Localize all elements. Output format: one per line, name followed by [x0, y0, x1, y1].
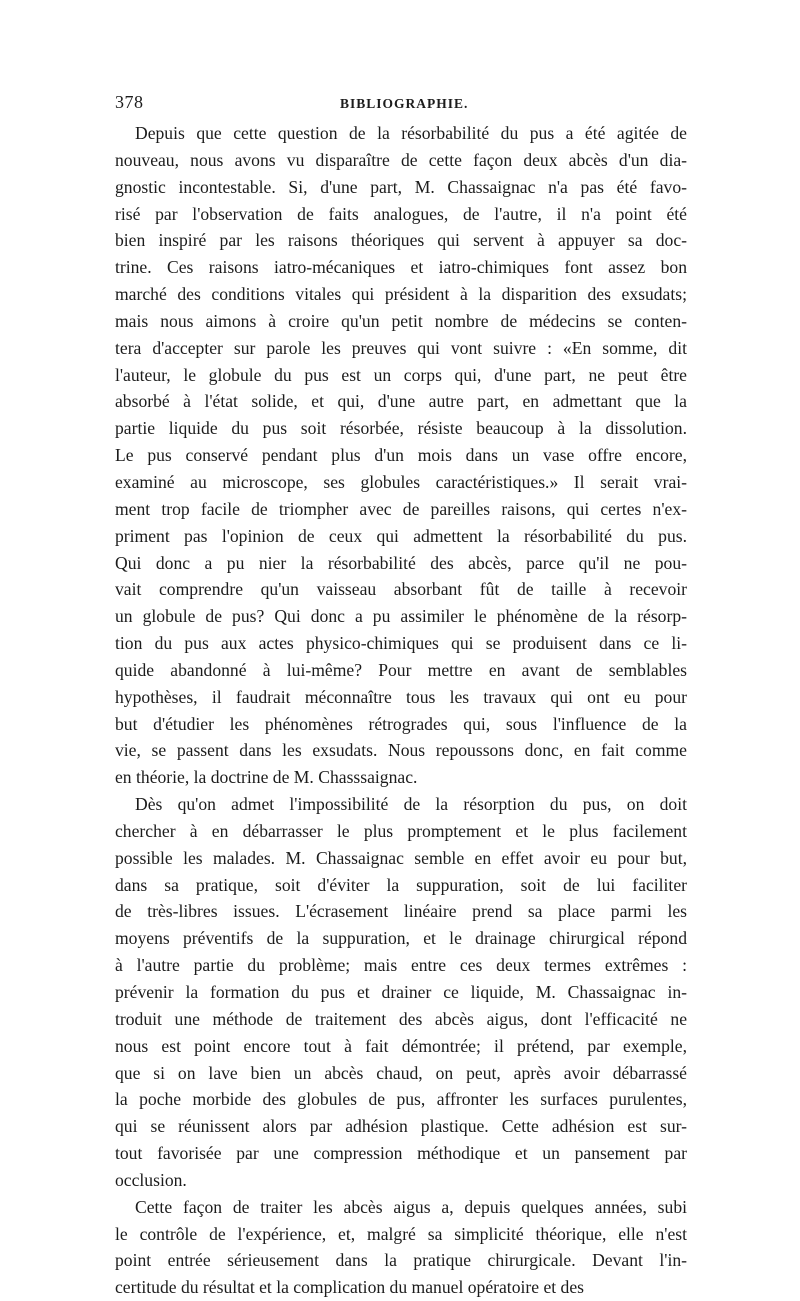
text-line: occlusion.	[115, 1169, 187, 1190]
text-line: l'auteur, le globule du pus est un corps qui, d'une part, ne peut être	[115, 364, 687, 385]
text-line: le contrôle de l'expérience, et, malgré sa simplicité théorique, elle n'est	[115, 1223, 687, 1244]
text-line: prévenir la formation du pus et drainer ce liquide, M. Chassaignac in-	[115, 982, 687, 1002]
text-line: de très-libres issues. L'écrasement linéaire prend sa place parmi les	[115, 901, 687, 922]
text-line: hypothèses, il faudrait méconnaître tous les travaux qui ont eu pour	[115, 686, 687, 707]
text-line: possible les malades. M. Chassaignac semble en effet avoir eu pour but,	[115, 847, 687, 868]
book-page	[115, 92, 687, 1301]
paragraph-resorbabilite	[115, 120, 687, 791]
text-line: la poche morbide des globules de pus, affronter les surfaces purulentes,	[115, 1089, 687, 1110]
text-line: marché des conditions vitales qui président à la disparition des exsudats;	[115, 284, 687, 305]
text-line: certitude du résultat et la complication du manuel opératoire et des	[115, 1277, 584, 1298]
text-line: Dès qu'on admet l'impossibilité de la résorption du pus, on doit	[135, 794, 687, 815]
text-line: quide abandonné à lui-même? Pour mettre en avant de semblables	[115, 659, 687, 680]
text-line: nous est point encore tout à fait démontrée; il prétend, par exemple,	[115, 1035, 687, 1056]
text-line: que si on lave bien un abcès chaud, on peut, après avoir débarrassé	[115, 1062, 687, 1083]
text-line: mais nous aimons à croire qu'un petit nombre de médecins se conten-	[115, 310, 687, 331]
text-line: point entrée sérieusement dans la pratique chirurgicale. Devant l'in-	[115, 1250, 687, 1271]
text-line: trine. Ces raisons iatro-mécaniques et iatro-chimiques font assez bon	[115, 257, 687, 278]
text-line: tout favorisée par une compression méthodique et un pansement par	[115, 1143, 687, 1164]
text-line: vie, se passent dans les exsudats. Nous repoussons donc, en fait comme	[115, 740, 687, 761]
running-title: BIBLIOGRAPHIE.	[340, 96, 469, 111]
text-line: Cette façon de traiter les abcès aigus a, depuis quelques années, subi	[135, 1196, 687, 1217]
text-line: risé par l'observation de faits analogues, de l'autre, il n'a point été	[115, 203, 687, 224]
text-line: bien inspiré par les raisons théoriques qui servent à appuyer sa doc-	[115, 230, 687, 251]
text-line: but d'étudier les phénomènes rétrogrades qui, sous l'influence de la	[115, 713, 687, 734]
text-line: nouveau, nous avons vu disparaître de cette façon deux abcès d'un dia-	[115, 149, 687, 170]
text-line: Qui donc a pu nier la résorbabilité des abcès, parce qu'il ne pou-	[115, 552, 687, 573]
text-line: partie liquide du pus soit résorbée, résiste beaucoup à la dissolution.	[115, 418, 687, 439]
page-number: 378	[115, 92, 144, 112]
text-line: qui se réunissent alors par adhésion plastique. Cette adhésion est sur-	[115, 1116, 687, 1137]
text-line: gnostic incontestable. Si, d'une part, M. Chassaignac n'a pas été favo-	[115, 176, 687, 197]
text-line: troduit une méthode de traitement des abcès aigus, dont l'efficacité ne	[115, 1008, 687, 1029]
text-line: tion du pus aux actes physico-chimiques qui se produisent dans ce li-	[115, 633, 687, 654]
text-line: ment trop facile de triompher avec de pareilles raisons, qui certes n'ex-	[115, 498, 687, 519]
text-line: dans sa pratique, soit d'éviter la suppuration, soit de lui faciliter	[115, 874, 687, 895]
text-line: priment pas l'opinion de ceux qui admettent la résorbabilité du pus.	[115, 525, 687, 546]
text-line: vait comprendre qu'un vaisseau absorbant fût de taille à recevoir	[115, 579, 687, 600]
text-line: chercher à en débarrasser le plus promptement et le plus facilement	[115, 820, 687, 841]
text-line: tera d'accepter sur parole les preuves qui vont suivre : «En somme, dit	[115, 337, 687, 358]
paragraph-traitement	[115, 1194, 687, 1301]
text-line: Depuis que cette question de la résorbabilité du pus a été agitée de	[135, 123, 687, 143]
text-line: à l'autre partie du problème; mais entre ces deux termes extrêmes :	[115, 955, 687, 976]
text-line: un globule de pus? Qui donc a pu assimiler le phénomène de la résorp-	[115, 606, 687, 627]
text-line: moyens préventifs de la suppuration, et le drainage chirurgical répond	[115, 928, 687, 949]
paragraph-impossibilite	[115, 791, 687, 1194]
body-text	[115, 120, 687, 1301]
page-header	[115, 92, 687, 120]
text-line: Le pus conservé pendant plus d'un mois dans un vase offre encore,	[115, 445, 687, 466]
text-line: en théorie, la doctrine de M. Chasssaignac.	[115, 767, 418, 788]
text-line: examiné au microscope, ses globules caractéristiques.» Il serait vrai-	[115, 471, 687, 492]
text-line: absorbé à l'état solide, et qui, d'une autre part, en admettant que la	[115, 391, 687, 412]
